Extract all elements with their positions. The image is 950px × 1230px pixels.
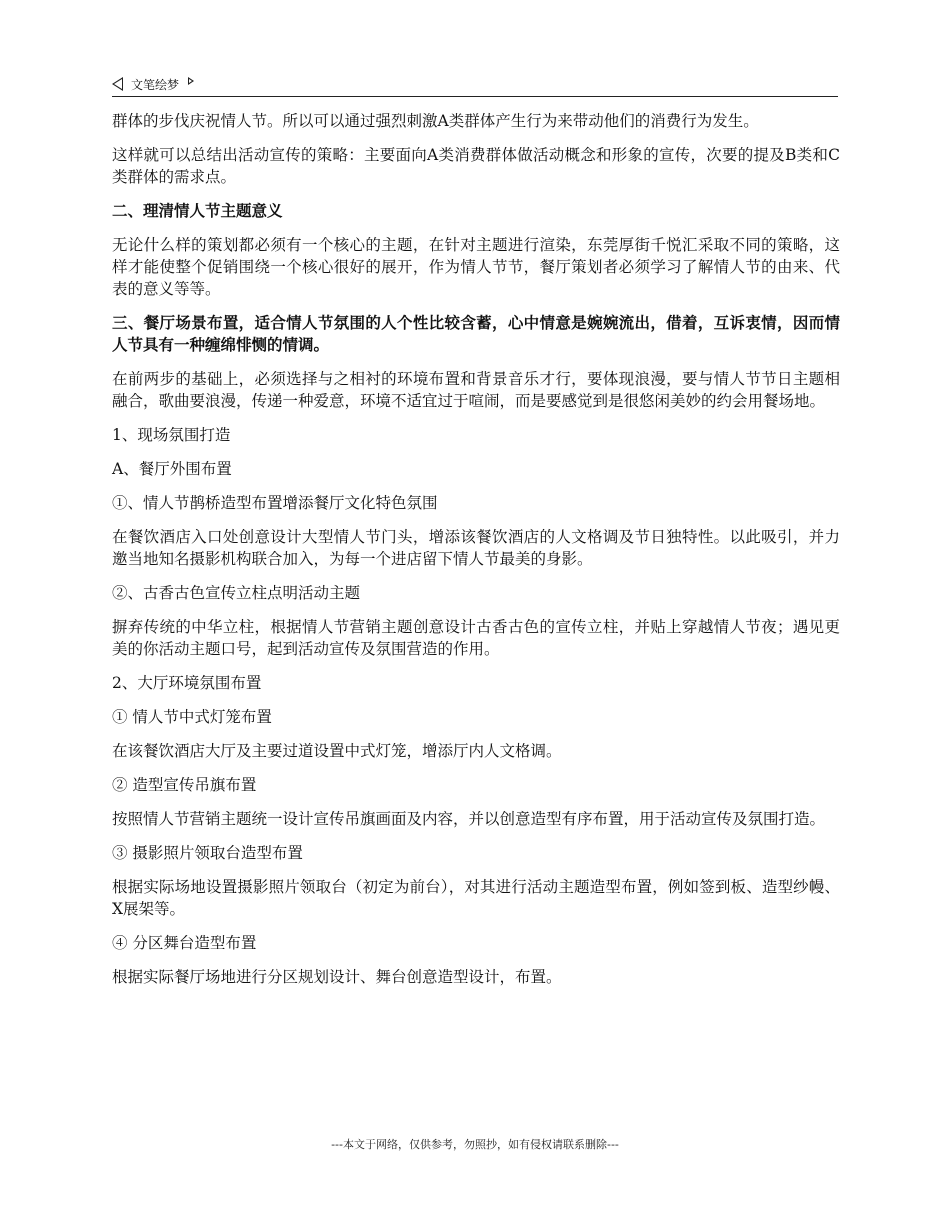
triangle-left-icon <box>112 77 123 91</box>
document-body <box>112 110 840 1000</box>
paragraph: 摒弃传统的中华立柱，根据情人节营销主题创意设计古香古色的宣传立柱，并贴上穿越情人节夜；遇见更美的你活动主题口号，起到活动宣传及氛围营造的作用。 <box>112 618 840 658</box>
subheading: 2、大厅环境氛围布置 <box>112 674 262 692</box>
subheading: A、餐厅外围布置 <box>112 460 232 478</box>
paragraph: 按照情人节营销主题统一设计宣传吊旗画面及内容，并以创意造型有序布置，用于活动宣传及氛围打造。 <box>112 810 826 828</box>
paragraph: 在前两步的基础上，必须选择与之相衬的环境布置和背景音乐才行，要体现浪漫，要与情人节节日主题相融合，歌曲要浪漫，传递一种爱意，环境不适宜过于喧闹，而是要感觉到是很悠闲美妙的约会用餐场地。 <box>112 370 840 410</box>
subheading: ① 情人节中式灯笼布置 <box>112 708 272 726</box>
subheading: ③ 摄影照片领取台造型布置 <box>112 844 303 862</box>
page-footer: ---本文于网络，仅供参考，勿照抄，如有侵权请联系删除--- <box>331 1138 619 1151</box>
paragraph: 无论什么样的策划都必须有一个核心的主题，在针对主题进行渲染，东莞厚街千悦汇采取不同的策略，这样才能使整个促销围绕一个核心很好的展开，作为情人节节，餐厅策划者必须学习了解情人节的由来、代表的意义等等。 <box>112 236 840 298</box>
paragraph: 群体的步伐庆祝情人节。所以可以通过强烈刺激A类群体产生行为来带动他们的消费行为发生。 <box>112 112 759 130</box>
subheading: ②、古香古色宣传立柱点明活动主题 <box>112 584 361 602</box>
paragraph: 在餐饮酒店入口处创意设计大型情人节门头，增添该餐饮酒店的人文格调及节日独特性。以此吸引，并力邀当地知名摄影机构联合加入，为每一个进店留下情人节最美的身影。 <box>112 528 840 568</box>
section-heading: 三、餐厅场景布置，适合情人节氛围的人个性比较含蓄，心中情意是婉婉流出，借着，互诉衷情，因而情人节具有一种缠绵悱恻的情调。 <box>112 313 840 354</box>
subheading: ①、情人节鹊桥造型布置增添餐厅文化特色氛围 <box>112 494 438 512</box>
subheading: ② 造型宣传吊旗布置 <box>112 776 257 794</box>
paragraph: 在该餐饮酒店大厅及主要过道设置中式灯笼，增添厅内人文格调。 <box>112 742 562 760</box>
header-title: 文笔绘梦 <box>131 77 180 92</box>
page-header <box>112 72 838 97</box>
section-heading: 二、理清情人节主题意义 <box>112 201 283 220</box>
paragraph: 这样就可以总结出活动宣传的策略：主要面向A类消费群体做活动概念和形象的宣传，次要的提及B类和C类群体的需求点。 <box>112 146 840 186</box>
paragraph: 根据实际餐厅场地进行分区规划设计、舞台创意造型设计，布置。 <box>112 968 562 986</box>
subheading: 1、现场氛围打造 <box>112 426 231 444</box>
triangle-right-icon <box>188 77 194 85</box>
paragraph: 根据实际场地设置摄影照片领取台（初定为前台），对其进行活动主题造型布置，例如签到板、造型纱幔、X展架等。 <box>112 878 840 918</box>
subheading: ④ 分区舞台造型布置 <box>112 934 257 952</box>
